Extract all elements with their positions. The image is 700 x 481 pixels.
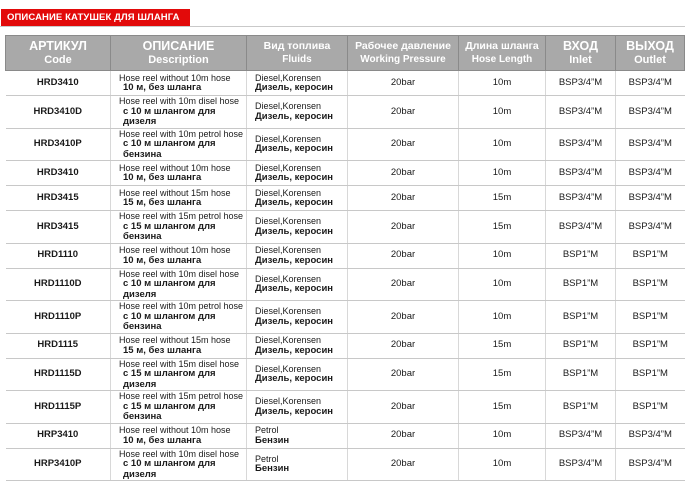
table-row	[6, 186, 685, 211]
cell-inlet: BSP3/4”M	[546, 186, 616, 211]
cell-length: 10m	[459, 71, 546, 96]
cell-inlet: BSP3/4”M	[546, 96, 616, 129]
cell-description: Hose reel with 10m disel hose с 10 м шлангом для дизеля	[111, 96, 247, 129]
cell-description: Hose reel without 10m hose 10 м, без шланга	[111, 71, 247, 96]
header-fluids: Вид топлива Fluids	[247, 36, 348, 71]
table-row	[6, 243, 685, 268]
cell-code: HRD3415	[6, 211, 111, 244]
cell-outlet: BSP3/4”M	[616, 211, 685, 244]
cell-code: HRD1115P	[6, 391, 111, 424]
cell-description: Hose reel with 10m disel hose с 10 м шлангом для дизеля	[111, 268, 247, 301]
table-row	[6, 71, 685, 96]
cell-code: HRD3410	[6, 161, 111, 186]
cell-inlet: BSP1”M	[546, 358, 616, 391]
cell-pressure: 20bar	[348, 161, 459, 186]
header-description: ОПИСАНИЕ Description	[111, 36, 247, 71]
section-title: ОПИСАНИЕ КАТУШЕК ДЛЯ ШЛАНГА	[1, 9, 190, 26]
cell-length: 10m	[459, 268, 546, 301]
cell-fluids: Diesel,Korensen Дизель, керосин	[247, 358, 348, 391]
cell-outlet: BSP1”M	[616, 243, 685, 268]
hose-reel-spec-table	[5, 35, 685, 481]
cell-inlet: BSP3/4”M	[546, 211, 616, 244]
cell-pressure: 20bar	[348, 358, 459, 391]
cell-code: HRD3415	[6, 186, 111, 211]
cell-pressure: 20bar	[348, 128, 459, 161]
cell-pressure: 20bar	[348, 186, 459, 211]
table-row	[6, 161, 685, 186]
section-title-bar	[0, 9, 685, 27]
cell-fluids: Diesel,Korensen Дизель, керосин	[247, 391, 348, 424]
cell-outlet: BSP3/4”M	[616, 128, 685, 161]
cell-fluids: Diesel,Korensen Дизель, керосин	[247, 268, 348, 301]
cell-description: Hose reel with 15m petrol hose с 15 м шлангом для бензина	[111, 211, 247, 244]
cell-outlet: BSP1”M	[616, 333, 685, 358]
cell-description: Hose reel with 15m disel hose с 15 м шлангом для дизеля	[111, 358, 247, 391]
cell-outlet: BSP3/4”M	[616, 161, 685, 186]
cell-length: 10m	[459, 301, 546, 334]
header-code: АРТИКУЛ Code	[6, 36, 111, 71]
cell-length: 15m	[459, 186, 546, 211]
cell-length: 15m	[459, 333, 546, 358]
cell-inlet: BSP3/4”M	[546, 423, 616, 448]
header-hose-length: Длина шланга Hose Length	[459, 36, 546, 71]
cell-inlet: BSP1”M	[546, 243, 616, 268]
cell-pressure: 20bar	[348, 301, 459, 334]
cell-outlet: BSP3/4”M	[616, 71, 685, 96]
cell-length: 15m	[459, 391, 546, 424]
cell-length: 10m	[459, 96, 546, 129]
cell-code: HRP3410	[6, 423, 111, 448]
table-row	[6, 333, 685, 358]
cell-outlet: BSP1”M	[616, 391, 685, 424]
cell-code: HRD3410	[6, 71, 111, 96]
cell-outlet: BSP3/4”M	[616, 448, 685, 481]
cell-fluids: Diesel,Korensen Дизель, керосин	[247, 96, 348, 129]
cell-fluids: Diesel,Korensen Дизель, керосин	[247, 301, 348, 334]
header-working-pressure: Рабочее давление Working Pressure	[348, 36, 459, 71]
table-body	[6, 71, 685, 481]
cell-pressure: 20bar	[348, 391, 459, 424]
cell-description: Hose reel without 10m hose 10 м, без шланга	[111, 423, 247, 448]
cell-length: 10m	[459, 243, 546, 268]
table-row	[6, 128, 685, 161]
cell-inlet: BSP3/4”M	[546, 128, 616, 161]
cell-inlet: BSP1”M	[546, 333, 616, 358]
cell-outlet: BSP1”M	[616, 301, 685, 334]
cell-pressure: 20bar	[348, 211, 459, 244]
table-row	[6, 268, 685, 301]
cell-length: 10m	[459, 448, 546, 481]
cell-description: Hose reel with 10m petrol hose с 10 м шлангом для бензина	[111, 301, 247, 334]
cell-inlet: BSP1”M	[546, 268, 616, 301]
cell-fluids: Diesel,Korensen Дизель, керосин	[247, 243, 348, 268]
cell-pressure: 20bar	[348, 333, 459, 358]
cell-code: HRD1115	[6, 333, 111, 358]
table-row	[6, 448, 685, 481]
table-row	[6, 358, 685, 391]
cell-fluids: Diesel,Korensen Дизель, керосин	[247, 333, 348, 358]
header-inlet: ВХОД Inlet	[546, 36, 616, 71]
cell-pressure: 20bar	[348, 71, 459, 96]
header-outlet: ВЫХОД Outlet	[616, 36, 685, 71]
table-row	[6, 211, 685, 244]
cell-fluids: Diesel,Korensen Дизель, керосин	[247, 211, 348, 244]
cell-length: 10m	[459, 161, 546, 186]
cell-length: 10m	[459, 423, 546, 448]
cell-inlet: BSP3/4”M	[546, 448, 616, 481]
cell-description: Hose reel without 15m hose 15 м, без шланга	[111, 333, 247, 358]
cell-fluids: Diesel,Korensen Дизель, керосин	[247, 161, 348, 186]
cell-code: HRD1110D	[6, 268, 111, 301]
cell-length: 10m	[459, 128, 546, 161]
cell-inlet: BSP3/4”M	[546, 71, 616, 96]
cell-outlet: BSP1”M	[616, 268, 685, 301]
cell-description: Hose reel without 10m hose 10 м, без шланга	[111, 243, 247, 268]
cell-inlet: BSP1”M	[546, 301, 616, 334]
cell-description: Hose reel without 10m hose 10 м, без шланга	[111, 161, 247, 186]
cell-fluids: Petrol Бензин	[247, 423, 348, 448]
table-row	[6, 423, 685, 448]
cell-inlet: BSP3/4”M	[546, 161, 616, 186]
cell-code: HRD1115D	[6, 358, 111, 391]
cell-description: Hose reel with 10m petrol hose с 10 м шлангом для бензина	[111, 128, 247, 161]
cell-outlet: BSP3/4”M	[616, 96, 685, 129]
cell-fluids: Diesel,Korensen Дизель, керосин	[247, 186, 348, 211]
cell-length: 15m	[459, 358, 546, 391]
cell-description: Hose reel with 10m disel hose с 10 м шлангом для дизеля	[111, 448, 247, 481]
cell-description: Hose reel with 15m petrol hose с 15 м шлангом для бензина	[111, 391, 247, 424]
cell-pressure: 20bar	[348, 96, 459, 129]
cell-code: HRD3410D	[6, 96, 111, 129]
cell-description: Hose reel without 15m hose 15 м, без шланга	[111, 186, 247, 211]
cell-inlet: BSP1”M	[546, 391, 616, 424]
table-row	[6, 391, 685, 424]
cell-code: HRD1110P	[6, 301, 111, 334]
table-row	[6, 301, 685, 334]
cell-outlet: BSP3/4”M	[616, 423, 685, 448]
cell-length: 15m	[459, 211, 546, 244]
cell-fluids: Diesel,Korensen Дизель, керосин	[247, 128, 348, 161]
cell-code: HRD1110	[6, 243, 111, 268]
cell-code: HRP3410P	[6, 448, 111, 481]
cell-outlet: BSP3/4”M	[616, 186, 685, 211]
cell-pressure: 20bar	[348, 243, 459, 268]
cell-pressure: 20bar	[348, 448, 459, 481]
table-row	[6, 96, 685, 129]
cell-code: HRD3410P	[6, 128, 111, 161]
cell-outlet: BSP1”M	[616, 358, 685, 391]
table-header-row	[6, 36, 685, 71]
cell-pressure: 20bar	[348, 268, 459, 301]
cell-fluids: Petrol Бензин	[247, 448, 348, 481]
cell-fluids: Diesel,Korensen Дизель, керосин	[247, 71, 348, 96]
cell-pressure: 20bar	[348, 423, 459, 448]
